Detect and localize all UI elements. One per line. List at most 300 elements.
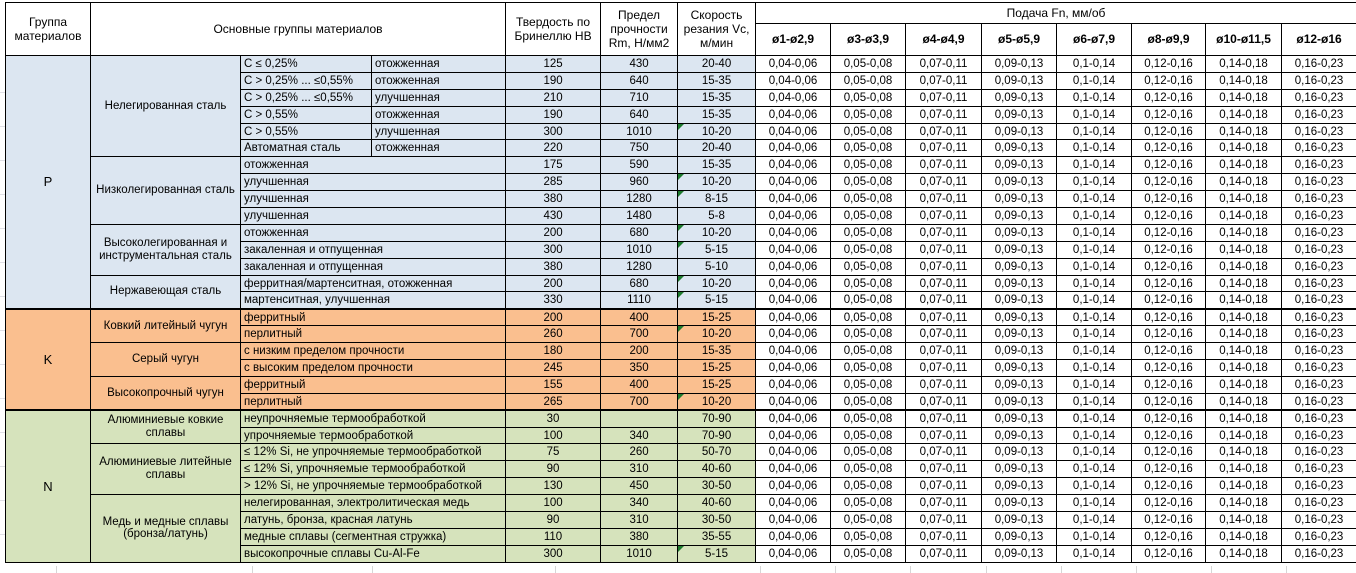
- strength-cell: 1010: [601, 241, 678, 258]
- feed-value-cell: 0,16-0,23: [1282, 140, 1356, 157]
- feed-value-cell: 0,14-0,18: [1206, 123, 1282, 140]
- table-header: [6, 3, 1356, 56]
- feed-value-cell: 0,12-0,16: [1132, 528, 1206, 545]
- strength-cell: 380: [601, 528, 678, 545]
- error-indicator-triangle-icon: [678, 191, 684, 197]
- feed-diameter-header: ø1-ø2,9: [756, 24, 831, 56]
- cutting-speed-cell: 5-10: [678, 258, 756, 275]
- feed-diameter-header: ø12-ø16: [1282, 24, 1356, 56]
- material-composition-cell: C ≤ 0,25%: [241, 56, 372, 73]
- strength-cell: 310: [601, 512, 678, 529]
- feed-value-cell: 0,04-0,06: [756, 56, 831, 73]
- hardness-cell: 30: [506, 410, 601, 427]
- gridline: [372, 566, 373, 573]
- feed-value-cell: 0,16-0,23: [1282, 326, 1356, 343]
- feed-value-cell: 0,07-0,11: [906, 258, 982, 275]
- strength-cell: 1280: [601, 258, 678, 275]
- cutting-speed-cell: [678, 174, 756, 191]
- sheet-area: [5, 2, 1356, 563]
- feed-value-cell: 0,04-0,06: [756, 376, 831, 393]
- feed-value-cell: 0,14-0,18: [1206, 309, 1282, 326]
- feed-value-cell: 0,04-0,06: [756, 106, 831, 123]
- material-subgroup-cell: Нелегированная сталь: [91, 56, 241, 157]
- cutting-speed-value: 10-20: [701, 226, 732, 239]
- feed-value-cell: 0,16-0,23: [1282, 360, 1356, 377]
- hardness-cell: 265: [506, 393, 601, 410]
- gridline: [0, 500, 5, 501]
- feed-value-cell: 0,05-0,08: [831, 478, 906, 495]
- gridline: [1061, 566, 1062, 573]
- feed-value-cell: 0,09-0,13: [982, 495, 1057, 512]
- feed-value-cell: 0,12-0,16: [1132, 140, 1206, 157]
- feed-value-cell: 0,14-0,18: [1206, 495, 1282, 512]
- feed-value-cell: 0,09-0,13: [982, 376, 1057, 393]
- header-brinell-hardness: Твердость по Бринеллю HB: [506, 3, 601, 56]
- feed-value-cell: 0,09-0,13: [982, 174, 1057, 191]
- feed-value-cell: 0,14-0,18: [1206, 343, 1282, 360]
- cutting-speed-cell: 40-60: [678, 461, 756, 478]
- cutting-speed-cell: 40-60: [678, 495, 756, 512]
- hardness-cell: 110: [506, 528, 601, 545]
- strength-cell: 960: [601, 174, 678, 191]
- cutting-speed-cell: [678, 275, 756, 292]
- strength-cell: [601, 410, 678, 427]
- gridline: [1136, 566, 1137, 573]
- feed-value-cell: 0,1-0,14: [1057, 393, 1132, 410]
- feed-value-cell: 0,04-0,06: [756, 309, 831, 326]
- feed-value-cell: 0,05-0,08: [831, 106, 906, 123]
- strength-cell: 640: [601, 72, 678, 89]
- feed-value-cell: 0,04-0,06: [756, 292, 831, 309]
- error-indicator-triangle-icon: [678, 326, 684, 332]
- hardness-cell: 330: [506, 292, 601, 309]
- feed-value-cell: 0,14-0,18: [1206, 174, 1282, 191]
- feed-value-cell: 0,07-0,11: [906, 292, 982, 309]
- hardness-cell: 75: [506, 444, 601, 461]
- feed-value-cell: 0,12-0,16: [1132, 174, 1206, 191]
- feed-value-cell: 0,1-0,14: [1057, 545, 1132, 562]
- feed-value-cell: 0,05-0,08: [831, 275, 906, 292]
- material-description-cell: высокопрочные сплавы Cu-Al-Fe: [241, 545, 506, 562]
- feed-value-cell: 0,09-0,13: [982, 309, 1057, 326]
- feed-value-cell: 0,16-0,23: [1282, 174, 1356, 191]
- hardness-cell: 300: [506, 545, 601, 562]
- gridline: [555, 566, 556, 573]
- feed-value-cell: 0,1-0,14: [1057, 157, 1132, 174]
- feed-value-cell: 0,1-0,14: [1057, 123, 1132, 140]
- feed-value-cell: 0,1-0,14: [1057, 512, 1132, 529]
- feed-value-cell: 0,14-0,18: [1206, 478, 1282, 495]
- material-subgroup-cell: Нержавеющая сталь: [91, 275, 241, 309]
- cutting-speed-value: 5-15: [705, 294, 729, 307]
- feed-value-cell: 0,04-0,06: [756, 427, 831, 444]
- feed-value-cell: 0,1-0,14: [1057, 275, 1132, 292]
- feed-value-cell: 0,07-0,11: [906, 191, 982, 208]
- feed-value-cell: 0,04-0,06: [756, 512, 831, 529]
- feed-value-cell: 0,05-0,08: [831, 191, 906, 208]
- feed-value-cell: 0,16-0,23: [1282, 427, 1356, 444]
- strength-cell: 1010: [601, 123, 678, 140]
- material-state-cell: отожженная: [372, 56, 506, 73]
- feed-value-cell: 0,04-0,06: [756, 528, 831, 545]
- feed-value-cell: 0,05-0,08: [831, 444, 906, 461]
- table-row: [6, 275, 1356, 292]
- material-group-cell: P: [6, 56, 91, 309]
- feed-value-cell: 0,09-0,13: [982, 157, 1057, 174]
- feed-value-cell: 0,14-0,18: [1206, 106, 1282, 123]
- cutting-speed-cell: 15-25: [678, 309, 756, 326]
- hardness-cell: 200: [506, 309, 601, 326]
- cutting-speed-cell: 15-25: [678, 360, 756, 377]
- material-description-cell: медные сплавы (сегментная стружка): [241, 528, 506, 545]
- feed-value-cell: 0,16-0,23: [1282, 393, 1356, 410]
- feed-value-cell: 0,16-0,23: [1282, 123, 1356, 140]
- feed-value-cell: 0,07-0,11: [906, 444, 982, 461]
- feed-value-cell: 0,14-0,18: [1206, 56, 1282, 73]
- material-composition-cell: Автоматная сталь: [241, 140, 372, 157]
- material-description-cell: с высоким пределом прочности: [241, 360, 506, 377]
- feed-value-cell: 0,12-0,16: [1132, 56, 1206, 73]
- feed-value-cell: 0,14-0,18: [1206, 410, 1282, 427]
- feed-diameter-header: ø6-ø7,9: [1057, 24, 1132, 56]
- feed-value-cell: 0,1-0,14: [1057, 72, 1132, 89]
- feed-value-cell: 0,05-0,08: [831, 208, 906, 225]
- feed-value-cell: 0,12-0,16: [1132, 461, 1206, 478]
- feed-diameter-header: ø8-ø9,9: [1132, 24, 1206, 56]
- feed-value-cell: 0,12-0,16: [1132, 393, 1206, 410]
- feed-value-cell: 0,04-0,06: [756, 123, 831, 140]
- feed-value-cell: 0,12-0,16: [1132, 427, 1206, 444]
- feed-value-cell: 0,07-0,11: [906, 123, 982, 140]
- feed-value-cell: 0,12-0,16: [1132, 444, 1206, 461]
- feed-value-cell: 0,12-0,16: [1132, 343, 1206, 360]
- feed-value-cell: 0,1-0,14: [1057, 343, 1132, 360]
- strength-cell: 350: [601, 360, 678, 377]
- feed-value-cell: 0,1-0,14: [1057, 224, 1132, 241]
- cutting-speed-cell: 70-90: [678, 410, 756, 427]
- strength-cell: 700: [601, 326, 678, 343]
- feed-value-cell: 0,16-0,23: [1282, 89, 1356, 106]
- material-subgroup-cell: Алюминиевые литейные сплавы: [91, 444, 241, 495]
- hardness-cell: 155: [506, 376, 601, 393]
- feed-value-cell: 0,04-0,06: [756, 461, 831, 478]
- strength-cell: 1480: [601, 208, 678, 225]
- table-row: [6, 56, 1356, 73]
- feed-value-cell: 0,16-0,23: [1282, 478, 1356, 495]
- feed-value-cell: 0,14-0,18: [1206, 528, 1282, 545]
- hardness-cell: 380: [506, 191, 601, 208]
- hardness-cell: 100: [506, 495, 601, 512]
- feed-value-cell: 0,07-0,11: [906, 495, 982, 512]
- material-subgroup-cell: Высокопрочный чугун: [91, 376, 241, 410]
- feed-value-cell: 0,07-0,11: [906, 461, 982, 478]
- feed-value-cell: 0,07-0,11: [906, 326, 982, 343]
- header-tensile-strength: Предел прочности Rm, Н/мм2: [601, 3, 678, 56]
- cutting-speed-cell: 15-35: [678, 343, 756, 360]
- feed-value-cell: 0,1-0,14: [1057, 106, 1132, 123]
- strength-cell: 340: [601, 427, 678, 444]
- feed-value-cell: 0,12-0,16: [1132, 309, 1206, 326]
- feed-value-cell: 0,05-0,08: [831, 258, 906, 275]
- hardness-cell: 125: [506, 56, 601, 73]
- material-description-cell: отожженная: [241, 157, 506, 174]
- material-description-cell: латунь, бронза, красная латунь: [241, 512, 506, 529]
- feed-value-cell: 0,12-0,16: [1132, 275, 1206, 292]
- hardness-cell: 300: [506, 241, 601, 258]
- feed-value-cell: 0,07-0,11: [906, 157, 982, 174]
- feed-value-cell: 0,14-0,18: [1206, 191, 1282, 208]
- feed-value-cell: 0,09-0,13: [982, 258, 1057, 275]
- feed-value-cell: 0,09-0,13: [982, 478, 1057, 495]
- table-row: [6, 410, 1356, 427]
- feed-value-cell: 0,07-0,11: [906, 89, 982, 106]
- feed-value-cell: 0,09-0,13: [982, 393, 1057, 410]
- feed-value-cell: 0,07-0,11: [906, 545, 982, 562]
- feed-value-cell: 0,12-0,16: [1132, 258, 1206, 275]
- gridline: [0, 432, 5, 433]
- feed-value-cell: 0,09-0,13: [982, 292, 1057, 309]
- hardness-cell: 190: [506, 106, 601, 123]
- material-subgroup-cell: Ковкий литейный чугун: [91, 309, 241, 343]
- cutting-speed-value: 10-20: [701, 395, 732, 408]
- feed-value-cell: 0,05-0,08: [831, 512, 906, 529]
- feed-value-cell: 0,16-0,23: [1282, 241, 1356, 258]
- feed-value-cell: 0,05-0,08: [831, 157, 906, 174]
- hardness-cell: 100: [506, 427, 601, 444]
- gridline: [0, 534, 5, 535]
- material-composition-cell: C > 0,55%: [241, 123, 372, 140]
- feed-value-cell: 0,05-0,08: [831, 360, 906, 377]
- material-description-cell: ферритный: [241, 376, 506, 393]
- feed-value-cell: 0,07-0,11: [906, 512, 982, 529]
- material-subgroup-cell: Медь и медные сплавы (бронза/латунь): [91, 495, 241, 563]
- feed-value-cell: 0,05-0,08: [831, 89, 906, 106]
- feed-value-cell: 0,14-0,18: [1206, 326, 1282, 343]
- strength-cell: 260: [601, 444, 678, 461]
- gridline: [0, 126, 5, 127]
- feed-value-cell: 0,12-0,16: [1132, 191, 1206, 208]
- feed-value-cell: 0,04-0,06: [756, 343, 831, 360]
- feed-value-cell: 0,12-0,16: [1132, 410, 1206, 427]
- feed-value-cell: 0,1-0,14: [1057, 309, 1132, 326]
- gridline: [0, 364, 5, 365]
- feed-value-cell: 0,07-0,11: [906, 376, 982, 393]
- feed-value-cell: 0,16-0,23: [1282, 309, 1356, 326]
- feed-value-cell: 0,04-0,06: [756, 410, 831, 427]
- header-material-group: Группа материалов: [6, 3, 91, 56]
- feed-value-cell: 0,16-0,23: [1282, 410, 1356, 427]
- feed-value-cell: 0,12-0,16: [1132, 495, 1206, 512]
- feed-value-cell: 0,14-0,18: [1206, 545, 1282, 562]
- cutting-speed-cell: 5-8: [678, 208, 756, 225]
- material-composition-cell: C > 0,25% ... ≤0,55%: [241, 72, 372, 89]
- cutting-speed-cell: 35-55: [678, 528, 756, 545]
- strength-cell: 590: [601, 157, 678, 174]
- feed-value-cell: 0,09-0,13: [982, 427, 1057, 444]
- feed-value-cell: 0,12-0,16: [1132, 106, 1206, 123]
- feed-value-cell: 0,12-0,16: [1132, 545, 1206, 562]
- cutting-speed-cell: [678, 326, 756, 343]
- hardness-cell: 210: [506, 89, 601, 106]
- table-row: [6, 309, 1356, 326]
- cutting-speed-cell: [678, 224, 756, 241]
- feed-value-cell: 0,04-0,06: [756, 360, 831, 377]
- material-state-cell: отожженная: [372, 106, 506, 123]
- cutting-speed-cell: 20-40: [678, 56, 756, 73]
- cutting-speed-cell: 70-90: [678, 427, 756, 444]
- feed-value-cell: 0,07-0,11: [906, 140, 982, 157]
- feed-value-cell: 0,09-0,13: [982, 72, 1057, 89]
- material-subgroup-cell: Алюминиевые ковкие сплавы: [91, 410, 241, 444]
- hardness-cell: 200: [506, 224, 601, 241]
- material-description-cell: ферритная/мартенситная, отожженная: [241, 275, 506, 292]
- hardness-cell: 180: [506, 343, 601, 360]
- material-group-cell: K: [6, 309, 91, 410]
- hardness-cell: 285: [506, 174, 601, 191]
- feed-value-cell: 0,14-0,18: [1206, 376, 1282, 393]
- feed-value-cell: 0,1-0,14: [1057, 410, 1132, 427]
- hardness-cell: 175: [506, 157, 601, 174]
- feed-value-cell: 0,05-0,08: [831, 427, 906, 444]
- feed-value-cell: 0,12-0,16: [1132, 292, 1206, 309]
- feed-value-cell: 0,09-0,13: [982, 208, 1057, 225]
- feed-value-cell: 0,09-0,13: [982, 360, 1057, 377]
- strength-cell: 640: [601, 106, 678, 123]
- error-indicator-triangle-icon: [678, 174, 684, 180]
- hardness-cell: 380: [506, 258, 601, 275]
- feed-value-cell: 0,1-0,14: [1057, 427, 1132, 444]
- feed-value-cell: 0,1-0,14: [1057, 56, 1132, 73]
- table-row: [6, 224, 1356, 241]
- feed-value-cell: 0,1-0,14: [1057, 360, 1132, 377]
- feed-value-cell: 0,04-0,06: [756, 545, 831, 562]
- feed-value-cell: 0,07-0,11: [906, 241, 982, 258]
- cutting-speed-cell: 20-40: [678, 140, 756, 157]
- strength-cell: 1110: [601, 292, 678, 309]
- feed-value-cell: 0,09-0,13: [982, 106, 1057, 123]
- strength-cell: 750: [601, 140, 678, 157]
- feed-value-cell: 0,1-0,14: [1057, 461, 1132, 478]
- gridline: [0, 262, 5, 263]
- feed-value-cell: 0,1-0,14: [1057, 495, 1132, 512]
- feed-value-cell: 0,04-0,06: [756, 275, 831, 292]
- error-indicator-triangle-icon: [678, 394, 684, 400]
- material-subgroup-cell: Низколегированная сталь: [91, 157, 241, 225]
- hardness-cell: 260: [506, 326, 601, 343]
- material-subgroup-cell: Серый чугун: [91, 343, 241, 377]
- feed-value-cell: 0,09-0,13: [982, 241, 1057, 258]
- feed-value-cell: 0,16-0,23: [1282, 56, 1356, 73]
- gridline: [0, 466, 5, 467]
- feed-value-cell: 0,04-0,06: [756, 174, 831, 191]
- gridline: [986, 566, 987, 573]
- material-description-cell: закаленная и отпущенная: [241, 241, 506, 258]
- feed-value-cell: 0,12-0,16: [1132, 326, 1206, 343]
- hardness-cell: 190: [506, 72, 601, 89]
- feed-value-cell: 0,07-0,11: [906, 393, 982, 410]
- cutting-speed-cell: 30-50: [678, 512, 756, 529]
- error-indicator-triangle-icon: [678, 546, 684, 552]
- cutting-speed-cell: 15-35: [678, 89, 756, 106]
- feed-value-cell: 0,05-0,08: [831, 123, 906, 140]
- feed-value-cell: 0,07-0,11: [906, 309, 982, 326]
- table-row: [6, 444, 1356, 461]
- strength-cell: 310: [601, 461, 678, 478]
- cutting-speed-cell: 15-35: [678, 157, 756, 174]
- feed-value-cell: 0,04-0,06: [756, 191, 831, 208]
- feed-value-cell: 0,05-0,08: [831, 309, 906, 326]
- feed-value-cell: 0,05-0,08: [831, 376, 906, 393]
- material-description-cell: улучшенная: [241, 208, 506, 225]
- feed-value-cell: 0,04-0,06: [756, 157, 831, 174]
- feed-value-cell: 0,14-0,18: [1206, 241, 1282, 258]
- cutting-speed-value: 10-20: [701, 277, 732, 290]
- strength-cell: 400: [601, 309, 678, 326]
- feed-value-cell: 0,16-0,23: [1282, 191, 1356, 208]
- feed-value-cell: 0,09-0,13: [982, 56, 1057, 73]
- feed-value-cell: 0,05-0,08: [831, 343, 906, 360]
- feed-value-cell: 0,16-0,23: [1282, 495, 1356, 512]
- feed-value-cell: 0,05-0,08: [831, 56, 906, 73]
- feed-value-cell: 0,1-0,14: [1057, 292, 1132, 309]
- material-group-cell: N: [6, 410, 91, 562]
- cutting-speed-value: 10-20: [701, 125, 732, 138]
- feed-value-cell: 0,05-0,08: [831, 495, 906, 512]
- material-description-cell: неупрочняемые термообработкой: [241, 410, 506, 427]
- material-subgroup-cell: Высоколегированная и инструментальная сталь: [91, 224, 241, 275]
- feed-value-cell: 0,04-0,06: [756, 89, 831, 106]
- feed-value-cell: 0,16-0,23: [1282, 545, 1356, 562]
- header-feed-title: Подача Fn, мм/об: [756, 3, 1356, 24]
- material-composition-cell: C > 0,55%: [241, 106, 372, 123]
- material-state-cell: отожженная: [372, 72, 506, 89]
- feed-value-cell: 0,04-0,06: [756, 326, 831, 343]
- material-description-cell: > 12% Si, не упрочняемые термообработкой: [241, 478, 506, 495]
- feed-value-cell: 0,05-0,08: [831, 545, 906, 562]
- strength-cell: 1010: [601, 545, 678, 562]
- feed-value-cell: 0,09-0,13: [982, 140, 1057, 157]
- feed-value-cell: 0,09-0,13: [982, 444, 1057, 461]
- material-description-cell: с низким пределом прочности: [241, 343, 506, 360]
- strength-cell: 340: [601, 495, 678, 512]
- hardness-cell: 430: [506, 208, 601, 225]
- feed-value-cell: 0,12-0,16: [1132, 72, 1206, 89]
- feed-value-cell: 0,04-0,06: [756, 444, 831, 461]
- feed-value-cell: 0,07-0,11: [906, 208, 982, 225]
- cutting-speed-cell: [678, 241, 756, 258]
- gridline: [0, 398, 5, 399]
- gridline: [252, 566, 253, 573]
- table-body: [6, 56, 1356, 563]
- material-description-cell: улучшенная: [241, 191, 506, 208]
- feed-value-cell: 0,16-0,23: [1282, 208, 1356, 225]
- feed-value-cell: 0,05-0,08: [831, 393, 906, 410]
- feed-value-cell: 0,1-0,14: [1057, 89, 1132, 106]
- error-indicator-triangle-icon: [678, 225, 684, 231]
- material-description-cell: отожженная: [241, 224, 506, 241]
- feed-value-cell: 0,12-0,16: [1132, 478, 1206, 495]
- feed-value-cell: 0,14-0,18: [1206, 292, 1282, 309]
- gridline: [0, 92, 5, 93]
- cutting-speed-value: 8-15: [705, 193, 729, 206]
- hardness-cell: 90: [506, 461, 601, 478]
- feed-value-cell: 0,1-0,14: [1057, 140, 1132, 157]
- hardness-cell: 300: [506, 123, 601, 140]
- feed-value-cell: 0,05-0,08: [831, 326, 906, 343]
- strength-cell: 400: [601, 376, 678, 393]
- feed-value-cell: 0,14-0,18: [1206, 275, 1282, 292]
- feed-value-cell: 0,14-0,18: [1206, 72, 1282, 89]
